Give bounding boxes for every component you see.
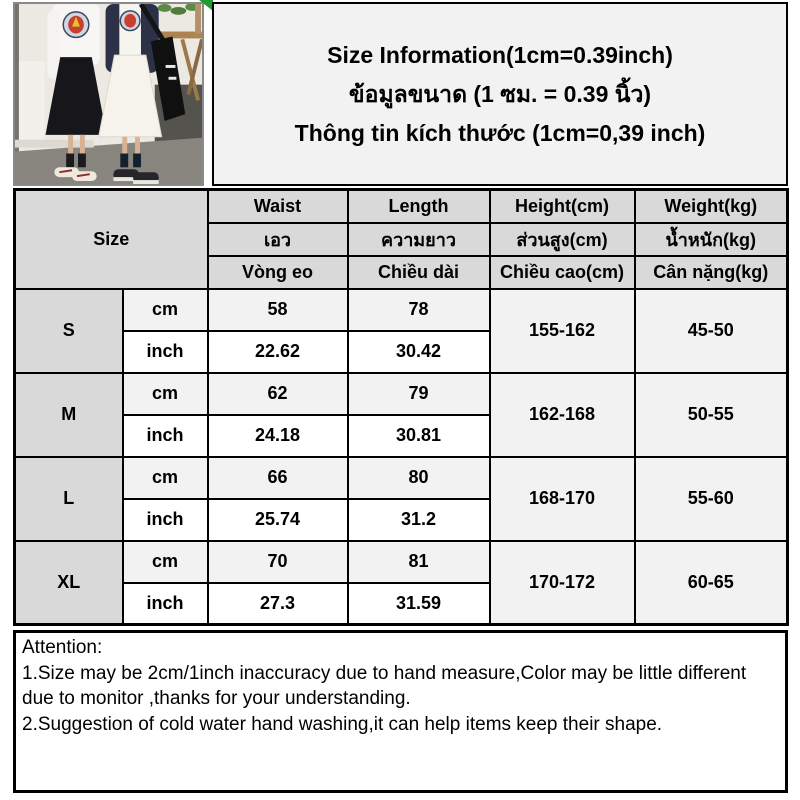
length-value-cm: 81 bbox=[348, 541, 490, 583]
weight-range: 55-60 bbox=[635, 457, 788, 541]
length-value-cm: 78 bbox=[348, 289, 490, 331]
unit-label-inch: inch bbox=[123, 331, 208, 373]
unit-label-cm: cm bbox=[123, 373, 208, 415]
col-header-weight-vi: Cân nặng(kg) bbox=[635, 256, 788, 289]
waist-value-cm: 70 bbox=[208, 541, 348, 583]
product-photo-illustration bbox=[15, 4, 202, 184]
attention-note: 1.Size may be 2cm/1inch inaccuracy due to hand measure,Color may be little different due to monitor ,thanks for your understanding. bbox=[22, 662, 747, 710]
length-value-inch: 31.59 bbox=[348, 583, 490, 625]
attention-heading: Attention: bbox=[22, 637, 103, 658]
length-value-inch: 31.2 bbox=[348, 499, 490, 541]
unit-label-inch: inch bbox=[123, 415, 208, 457]
unit-label-cm: cm bbox=[123, 289, 208, 331]
waist-value-cm: 58 bbox=[208, 289, 348, 331]
col-header-length-vi: Chiều dài bbox=[348, 256, 490, 289]
col-header-height-en: Height(cm) bbox=[490, 190, 635, 223]
col-header-height-vi: Chiều cao(cm) bbox=[490, 256, 635, 289]
col-header-weight-th: น้ำหนัก(kg) bbox=[635, 223, 788, 256]
attention-note: 2.Suggestion of cold water hand washing,it can help items keep their shape. bbox=[22, 713, 663, 735]
unit-label-inch: inch bbox=[123, 499, 208, 541]
unit-label-cm: cm bbox=[123, 541, 208, 583]
size-row-label: XL bbox=[15, 541, 123, 625]
weight-range: 50-55 bbox=[635, 373, 788, 457]
waist-value-inch: 24.18 bbox=[208, 415, 348, 457]
attention-box bbox=[13, 630, 788, 793]
size-row-label: S bbox=[15, 289, 123, 373]
length-value-inch: 30.42 bbox=[348, 331, 490, 373]
col-header-waist-vi: Vòng eo bbox=[208, 256, 348, 289]
waist-value-inch: 27.3 bbox=[208, 583, 348, 625]
waist-value-cm: 62 bbox=[208, 373, 348, 415]
col-header-length-th: ความยาว bbox=[348, 223, 490, 256]
height-range: 162-168 bbox=[490, 373, 635, 457]
size-row-label: M bbox=[15, 373, 123, 457]
size-header-cell: Size bbox=[15, 190, 208, 289]
title-line-th: ข้อมูลขนาด (1 ซม. = 0.39 นิ้ว) bbox=[348, 80, 652, 107]
col-header-height-th: ส่วนสูง(cm) bbox=[490, 223, 635, 256]
col-header-length-en: Length bbox=[348, 190, 490, 223]
title-line-en: Size Information(1cm=0.39inch) bbox=[327, 41, 673, 68]
title-line-vi: Thông tin kích thước (1cm=0,39 inch) bbox=[294, 119, 706, 146]
product-photo bbox=[13, 2, 204, 186]
col-header-waist-en: Waist bbox=[208, 190, 348, 223]
size-info-title-box bbox=[212, 2, 788, 186]
weight-range: 60-65 bbox=[635, 541, 788, 625]
col-header-weight-en: Weight(kg) bbox=[635, 190, 788, 223]
size-table bbox=[13, 188, 789, 626]
height-range: 155-162 bbox=[490, 289, 635, 373]
length-value-inch: 30.81 bbox=[348, 415, 490, 457]
size-row-label: L bbox=[15, 457, 123, 541]
length-value-cm: 79 bbox=[348, 373, 490, 415]
weight-range: 45-50 bbox=[635, 289, 788, 373]
waist-value-cm: 66 bbox=[208, 457, 348, 499]
unit-label-cm: cm bbox=[123, 457, 208, 499]
unit-label-inch: inch bbox=[123, 583, 208, 625]
height-range: 170-172 bbox=[490, 541, 635, 625]
col-header-waist-th: เอว bbox=[208, 223, 348, 256]
length-value-cm: 80 bbox=[348, 457, 490, 499]
height-range: 168-170 bbox=[490, 457, 635, 541]
waist-value-inch: 25.74 bbox=[208, 499, 348, 541]
waist-value-inch: 22.62 bbox=[208, 331, 348, 373]
